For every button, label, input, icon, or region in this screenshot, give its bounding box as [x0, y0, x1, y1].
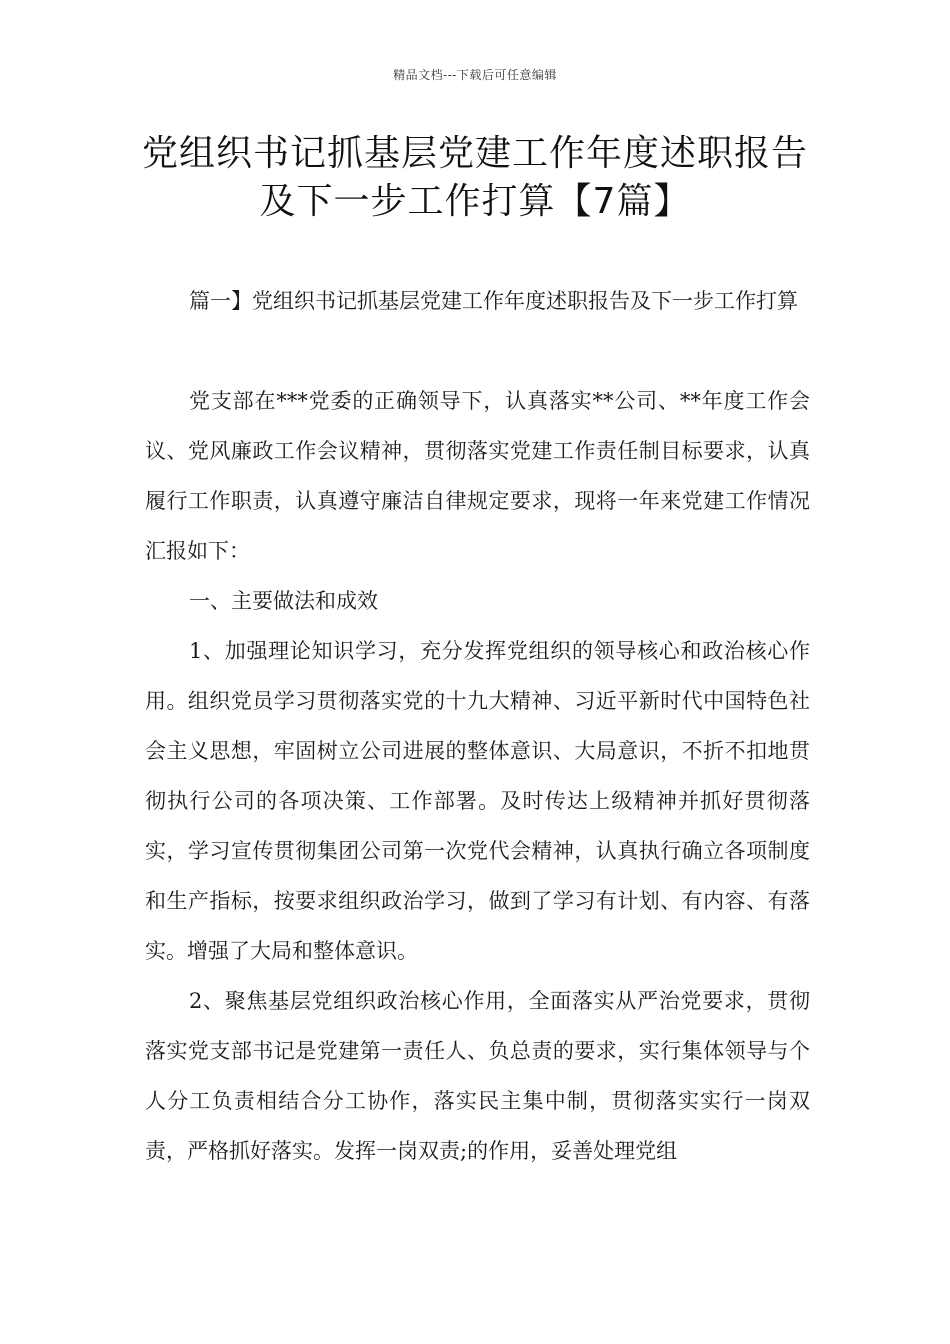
document-body: [145, 276, 810, 1176]
intro-paragraph: 党支部在***党委的正确领导下，认真落实**公司、**年度工作会议、党风廉政工作会议精神，贯彻落实党建工作责任制目标要求，认真履行工作职责，认真遵守廉洁自律规定要求，现将一年来党建工作情况汇报如下：: [145, 389, 810, 563]
body-paragraph-1: 1、加强理论知识学习，充分发挥党组织的领导核心和政治核心作用。组织党员学习贯彻落实党的十九大精神、习近平新时代中国特色社会主义思想，牢固树立公司进展的整体意识、大局意识，不折不扣地贯彻执行公司的各项决策、工作部署。及时传达上级精神并抓好贯彻落实，学习宣传贯彻集团公司第一次党代会精神，认真执行确立各项制度和生产指标，按要求组织政治学习，做到了学习有计划、有内容、有落实。增强了大局和整体意识。: [145, 639, 810, 963]
section-heading: 一、主要做法和成效: [189, 589, 378, 613]
body-paragraph-2: 2、聚焦基层党组织政治核心作用，全面落实从严治党要求，贯彻落实党支部书记是党建第一责任人、负总责的要求，实行集体领导与个人分工负责相结合分工协作，落实民主集中制，贯彻落实实行一岗双责，严格抓好落实。发挥一岗双责;的作用，妥善处理党组: [145, 989, 810, 1163]
document-title: 党组织书记抓基层党建工作年度述职报告及下一步工作打算【7篇】: [141, 133, 808, 222]
header-note: 精品文档---下载后可任意编辑: [393, 68, 557, 82]
chapter-heading: 篇一】党组织书记抓基层党建工作年度述职报告及下一步工作打算: [189, 289, 798, 313]
